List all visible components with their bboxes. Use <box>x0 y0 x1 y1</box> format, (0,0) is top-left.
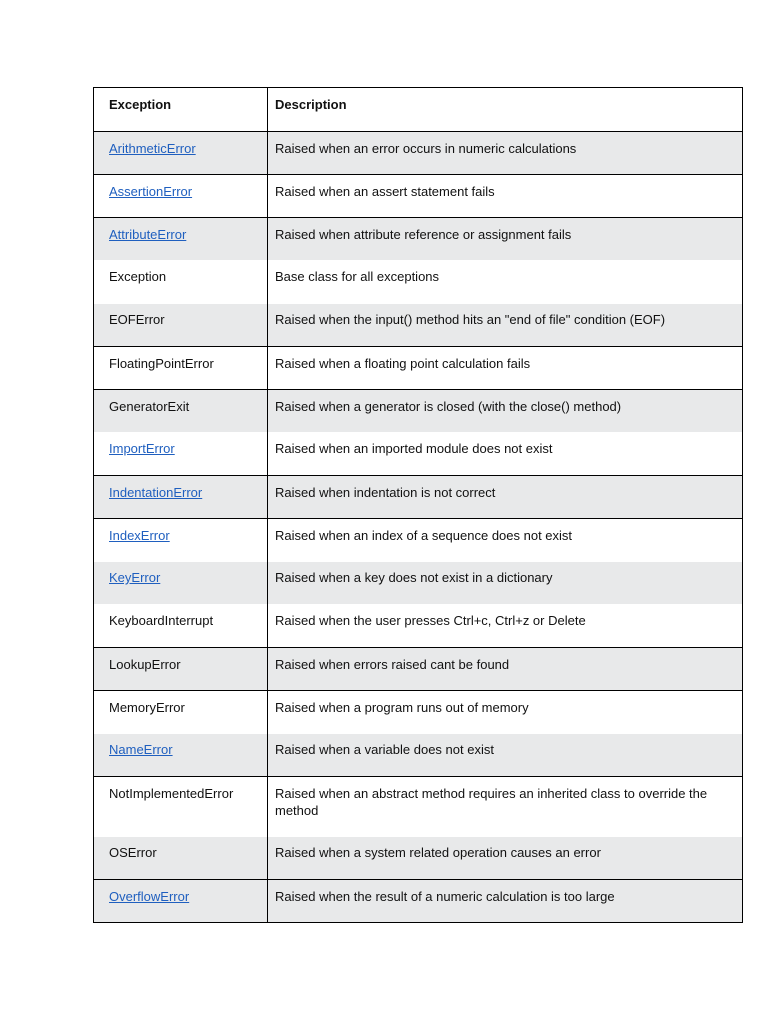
exception-cell <box>94 561 268 604</box>
exception-link[interactable]: AssertionError <box>109 184 193 199</box>
exception-name: NotImplementedError <box>109 786 234 801</box>
exception-link[interactable]: IndexError <box>109 528 170 543</box>
table-row <box>94 733 742 776</box>
exception-link[interactable]: AttributeError <box>109 227 187 242</box>
exception-description: Raised when indentation is not correct <box>275 485 496 500</box>
description-cell <box>268 218 742 260</box>
header-cell-exception <box>94 88 268 131</box>
description-cell <box>268 648 742 690</box>
exception-cell <box>94 691 268 733</box>
table-row <box>94 303 742 346</box>
exception-link[interactable]: OverflowError <box>109 889 190 904</box>
exception-description: Raised when a program runs out of memory <box>275 700 529 715</box>
table-row <box>94 836 742 879</box>
exception-description: Raised when a key does not exist in a dictionary <box>275 570 553 585</box>
table-row <box>94 776 742 836</box>
exception-link[interactable]: KeyError <box>109 570 161 585</box>
exception-link[interactable]: ImportError <box>109 441 175 456</box>
exception-cell <box>94 604 268 647</box>
description-cell <box>268 519 742 561</box>
description-cell <box>268 604 742 647</box>
exception-description: Raised when the input() method hits an "end of file" condition (EOF) <box>275 312 666 327</box>
exception-cell <box>94 432 268 475</box>
exception-description: Raised when a floating point calculation fails <box>275 356 531 371</box>
exception-description: Raised when an error occurs in numeric calculations <box>275 141 577 156</box>
exception-link[interactable]: ArithmeticError <box>109 141 196 156</box>
description-cell <box>268 880 742 922</box>
exception-name: GeneratorExit <box>109 399 190 414</box>
table-row <box>94 475 742 518</box>
exception-link[interactable]: IndentationError <box>109 485 203 500</box>
exception-description: Raised when an abstract method requires an inherited class to override the method <box>275 786 708 818</box>
exception-description: Raised when an imported module does not exist <box>275 441 553 456</box>
table-row <box>94 690 742 733</box>
description-cell <box>268 132 742 174</box>
exception-cell <box>94 519 268 561</box>
exception-cell <box>94 303 268 346</box>
table-row <box>94 518 742 561</box>
table-row <box>94 432 742 475</box>
description-cell <box>268 432 742 475</box>
exception-description: Raised when an assert statement fails <box>275 184 495 199</box>
exception-name: LookupError <box>109 657 181 672</box>
table-row <box>94 879 742 922</box>
exception-cell <box>94 777 268 836</box>
exception-name: OSError <box>109 845 157 860</box>
exception-description: Raised when an index of a sequence does not exist <box>275 528 573 543</box>
exception-cell <box>94 733 268 776</box>
exception-description: Raised when a generator is closed (with the close() method) <box>275 399 622 414</box>
description-cell <box>268 733 742 776</box>
table-header-row <box>94 88 742 131</box>
exception-description: Raised when attribute reference or assignment fails <box>275 227 572 242</box>
exception-name: FloatingPointError <box>109 356 214 371</box>
exception-name: KeyboardInterrupt <box>109 613 214 628</box>
exception-cell <box>94 260 268 303</box>
exception-cell <box>94 390 268 432</box>
table-row <box>94 604 742 647</box>
description-cell <box>268 836 742 879</box>
exception-cell <box>94 175 268 217</box>
exception-cell <box>94 836 268 879</box>
description-cell <box>268 260 742 303</box>
exception-cell <box>94 132 268 174</box>
table-row <box>94 260 742 303</box>
header-description-label: Description <box>275 97 347 112</box>
description-cell <box>268 390 742 432</box>
table-row <box>94 217 742 260</box>
exception-description: Base class for all exceptions <box>275 269 440 284</box>
exception-description: Raised when a variable does not exist <box>275 742 494 757</box>
table-row <box>94 561 742 604</box>
description-cell <box>268 691 742 733</box>
description-cell <box>268 777 742 836</box>
description-cell <box>268 303 742 346</box>
exception-name: EOFError <box>109 312 165 327</box>
description-cell <box>268 175 742 217</box>
description-cell <box>268 561 742 604</box>
table-row <box>94 346 742 389</box>
exception-cell <box>94 218 268 260</box>
description-cell <box>268 347 742 389</box>
exception-description: Raised when a system related operation causes an error <box>275 845 601 860</box>
description-cell <box>268 476 742 518</box>
table-row <box>94 174 742 217</box>
exception-link[interactable]: NameError <box>109 742 173 757</box>
exception-name: MemoryError <box>109 700 185 715</box>
exceptions-table <box>93 87 743 923</box>
header-cell-description <box>268 88 742 131</box>
table-row <box>94 647 742 690</box>
exception-description: Raised when the result of a numeric calculation is too large <box>275 889 615 904</box>
exception-name: Exception <box>109 269 167 284</box>
exception-cell <box>94 347 268 389</box>
exception-description: Raised when errors raised cant be found <box>275 657 510 672</box>
exception-description: Raised when the user presses Ctrl+c, Ctrl+z or Delete <box>275 613 586 628</box>
table-row <box>94 389 742 432</box>
header-exception-label: Exception <box>109 97 172 112</box>
exception-cell <box>94 476 268 518</box>
table-row <box>94 131 742 174</box>
exception-cell <box>94 880 268 922</box>
exception-cell <box>94 648 268 690</box>
